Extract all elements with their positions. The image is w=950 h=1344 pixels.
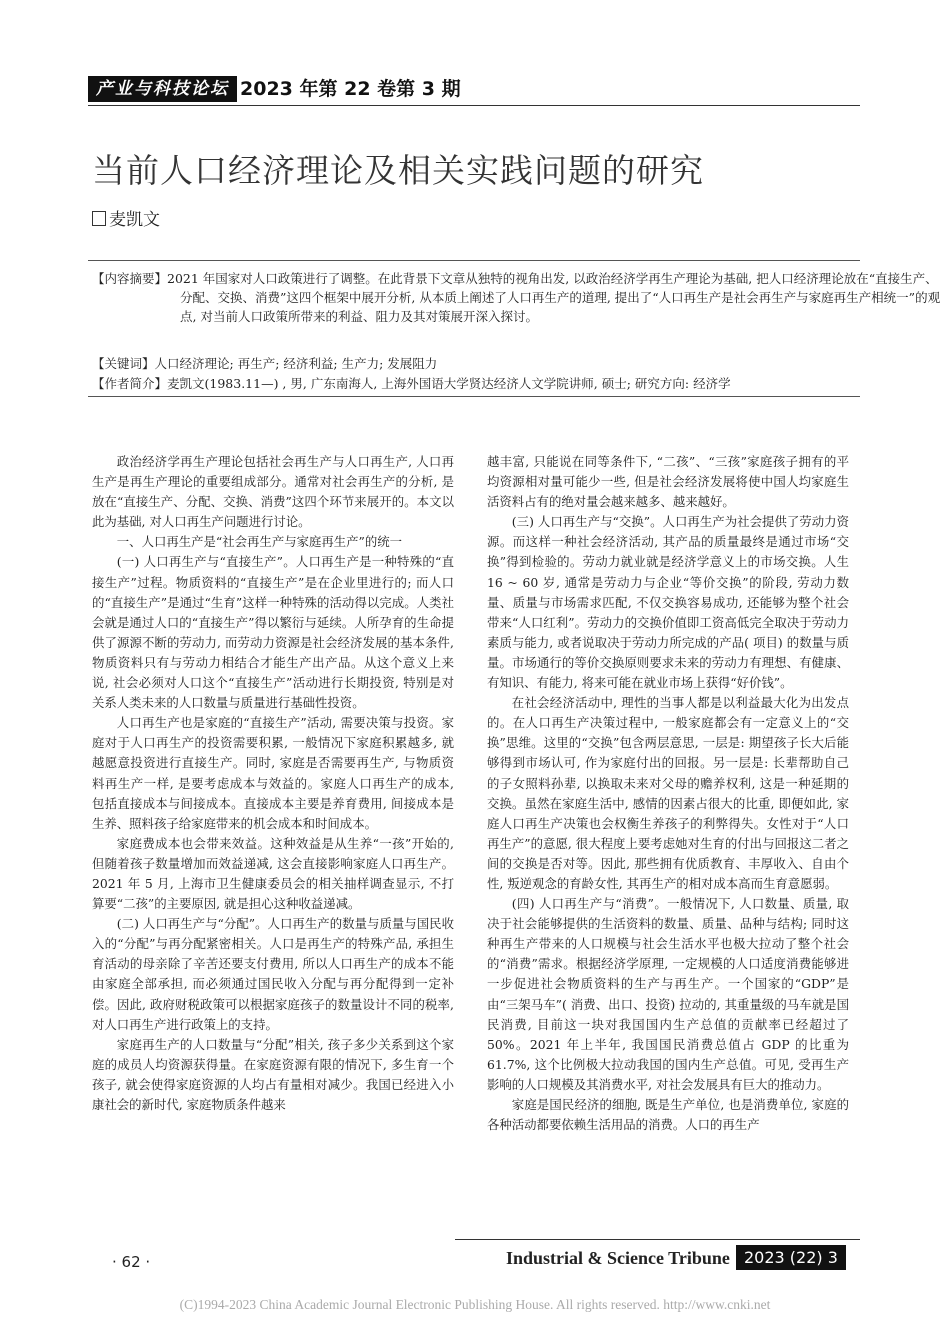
page-number: · 62 · [112, 1253, 151, 1271]
footer-issue: 2023 (22) 3 [736, 1245, 846, 1270]
author-box-icon [92, 211, 106, 226]
paragraph: 家庭是国民经济的细胞, 既是生产单位, 也是消费单位, 家庭的各种活动都要依赖生活用品的消费。人口的再生产 [487, 1097, 849, 1133]
copyright-watermark: (C)1994-2023 China Academic Journal Electronic Publishing House. All rights reserved. http://www.cnki.net [179, 1297, 771, 1312]
paragraph: 越丰富, 只能说在同等条件下, “二孩”、“三孩”家庭孩子拥有的平均资源相对量可能少一些, 但是社会经济发展将使中国人均家庭生活资料占有的绝对量会越来越多、越来越好。 [487, 454, 849, 510]
body-column-left [92, 452, 454, 1115]
abstract-bottom-rule [88, 396, 860, 397]
paragraph: 政治经济学再生产理论包括社会再生产与人口再生产, 人口再生产是再生产理论的重要组成部分。通常对社会再生产的分析, 是放在“直接生产、分配、交换、消费”这四个环节来展开的。本文以此为基础, 对人口再生产问题进行讨论。 [92, 454, 454, 530]
paragraph: 人口再生产也是家庭的“直接生产”活动, 需要决策与投资。家庭对于人口再生产的投资需要积累, 一般情况下家庭积累越多, 就越愿意投资进行直接生产。同时, 家庭是否需要再生产, 与物质资料再生产一样, 是要考虑成本与效益的。家庭人口再生产的成本, 包括直接成本与间接成本。直接成本主要是养育费用, 间接成本是生养、照料孩子给家庭带来的机会成本和时间成本。 [92, 715, 454, 831]
keywords-text: 人口经济理论; 再生产; 经济利益; 生产力; 发展阻力 [154, 356, 438, 371]
author-info-text: 麦凯文(1983.11—) , 男, 广东南海人, 上海外国语大学贤达经济人文学院讲师, 硕士; 研究方向: 经济学 [167, 376, 731, 391]
author-info [92, 374, 857, 393]
section-heading: 一、人口再生产是“社会再生产与家庭再生产”的统一 [116, 534, 403, 550]
paragraph: 在社会经济活动中, 理性的当事人都是以利益最大化为出发点的。在人口再生产决策过程中, 一般家庭都会有一定意义上的“交换”思维。这里的“交换”包含两层意思, 一层是: 期望孩子长大后能够得到市场认可, 作为家庭付出的回报。另一层是: 长辈帮助自己的子女照料孙辈, 以换取未来对父母的赡养权利, 这是一种延期的交换。虽然在家庭生活中, 感情的因素占很大的比重, 即便如此, 家庭人口再生产决策也会权衡生养孩子的利弊得失。女性对于“人口再生产”的意愿, 很大程度上要考虑她对生育的付出与回报这二者之间的交换是否对等。因此, 那些拥有优质教育、丰厚收入、自由个性, 叛逆观念的育龄女性, 其再生产的相对成本高而生育意愿弱。 [487, 695, 849, 891]
article-title: 当前人口经济理论及相关实践问题的研究 [92, 151, 704, 190]
abstract [92, 269, 945, 326]
abstract-top-rule [88, 260, 860, 261]
paragraph: (三) 人口再生产与“交换”。人口再生产为社会提供了劳动力资源。而这样一种社会经济活动, 其产品的质量最终是通过市场“交换”得到检验的。劳动力就业就是经济学意义上的市场交换。人生 16 ~ 60 岁, 通常是劳动力与企业“等价交换”的阶段, 劳动力数量、质量与市场需求匹配, 不仅交换容易成功, 还能够为整个社会带来“人口红利”。劳动力的交换价值即工资高低完全取决于劳动力素质与能力, 或者说取决于劳动力所完成的产品( 项目) 的数量与质量。市场通行的等价交换原则要求未来的劳动力有理想、有健康、有知识、有能力, 将来可能在就业市场上获得“好价钱”。 [487, 514, 849, 691]
author-name: 麦凯文 [109, 210, 160, 230]
abstract-text: 2021 年国家对人口政策进行了调整。在此背景下文章从独特的视角出发, 以政治经济学再生产理论为基础, 把人口经济理论放在“直接生产、分配、交换、消费”这四个框架中展开分析, 从本质上阐述了人口再生产的道理, 提出了“人口再生产是社会再生产与家庭再生产相统一”的观点, 对当前人口政策所带来的利益、阻力及其对策展开深入探讨。 [167, 271, 941, 324]
body-column-right [487, 452, 849, 1135]
journal-logo: 产业与科技论坛 [88, 76, 237, 102]
journal-header [88, 74, 858, 104]
paragraph: (四) 人口再生产与“消费”。一般情况下, 人口数量、质量, 取决于社会能够提供的生活资料的数量、质量、品种与结构; 同时这种再生产带来的人口规模与社会生活水平也极大拉动了整个社会的“消费”需求。根据经济学原理, 一定规模的人口适度消费能够进一步促进社会物质资料的生产与再生产。一个国家的“GDP”是由“三架马车”( 消费、出口、投资) 拉动的, 其重量级的马车就是国民消费, 目前这一块对我国国内生产总值的贡献率已经超过了 50%。2021 年上半年, 我国国民消费总值占 GDP 的比重为 61.7%, 这个比例极大拉动我国的国内生产总值。可见, 受再生产影响的人口规模及其消费水平, 对社会发展具有巨大的推动力。 [487, 896, 849, 1092]
footer-journal-name: Industrial & Science Tribune [506, 1248, 730, 1268]
keywords-label: 【关键词】 [92, 356, 155, 371]
keywords [92, 354, 857, 373]
paragraph: 家庭费成本也会带来效益。这种效益是从生养“一孩”开始的, 但随着孩子数量增加而效益递减, 这会直接影响家庭人口再生产。2021 年 5 月, 上海市卫生健康委员会的相关抽样调查显示, 不打算要“二孩”的主要原因, 就是担心这种收益递减。 [92, 835, 454, 912]
paragraph: (二) 人口再生产与“分配”。人口再生产的数量与质量与国民收入的“分配”与再分配紧密相关。人口是再生产的特殊产品, 承担生育活动的母亲除了辛苦还要支付费用, 所以人口再生产的成本不能由家庭全部承担, 而必须通过国民收入分配与再分配得到一定补偿。因此, 政府财税政策可以根据家庭孩子的数量设计不同的税率, 对人口再生产进行政策上的支持。 [92, 916, 454, 1032]
footer-divider [455, 1239, 860, 1240]
journal-issue: 2023 年第 22 卷第 3 期 [240, 78, 461, 100]
paragraph: (一) 人口再生产与“直接生产”。人口再生产是一种特殊的“直接生产”过程。物质资料的“直接生产”是在企业里进行的; 而人口的“直接生产”是通过“生育”这样一种特殊的活动得以完成。人类社会就是通过人口的“直接生产”得以繁衍与延续。人所孕育的生命提供了源源不断的劳动力, 而劳动力资源是社会经济发展的基本条件, 物质资料只有与劳动力相结合才能生产出产品。从这个意义上来说, 社会必须对人口这个“直接生产”活动进行长期投资, 特别是对关系人类未来的人口数量与质量进行基础性投资。 [92, 554, 454, 711]
author-info-label: 【作者简介】 [92, 376, 168, 391]
article-author [92, 208, 160, 232]
header-divider [88, 105, 860, 106]
paragraph: 家庭再生产的人口数量与“分配”相关, 孩子多少关系到这个家庭的成员人均资源获得量。在家庭资源有限的情况下, 多生育一个孩子, 就会使得家庭资源的人均占有量相对减少。我国已经进入小康社会的新时代, 家庭物质条件越来 [92, 1036, 454, 1112]
abstract-label: 【内容摘要】 [92, 271, 168, 286]
